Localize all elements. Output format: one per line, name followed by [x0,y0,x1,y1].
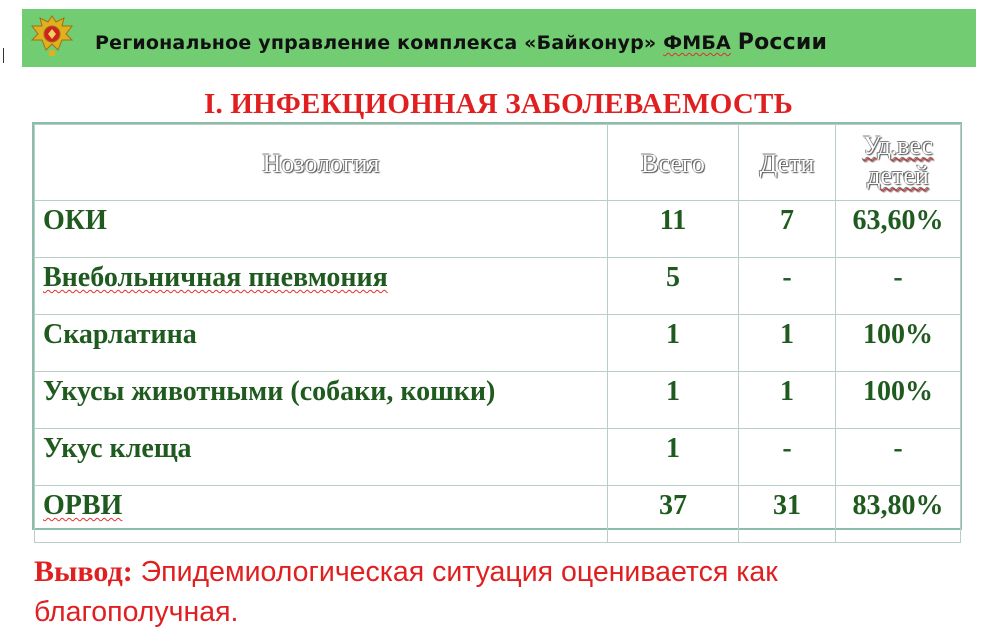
incidence-table [32,122,962,530]
table-row [35,429,961,486]
row-children: 1 [739,372,836,429]
conclusion-text: Эпидемиологическая ситуация оценивается как благополучная. [34,556,778,628]
table-row [35,372,961,429]
row-name: ОКИ [35,201,608,258]
header-children-share [836,125,961,201]
double-headed-eagle-emblem-icon [28,12,76,60]
header-children: Дети [739,125,836,201]
banner-title-suffix: России [737,30,828,55]
table-row [35,258,961,315]
row-children: 31 [739,486,836,543]
row-share: 83,80% [836,486,961,543]
table-row [35,201,961,258]
row-children: 1 [739,315,836,372]
row-name [35,486,608,543]
row-total: 1 [608,372,739,429]
row-total: 5 [608,258,739,315]
row-children: - [739,258,836,315]
banner-title-main: Региональное управление комплекса «Байконур» ФМБА [95,32,731,54]
row-total: 11 [608,201,739,258]
row-name-text: ОРВИ [43,490,123,521]
conclusion-paragraph [34,552,934,632]
row-name: Укус клеща [35,429,608,486]
row-name-text: Внебольничная пневмония [43,262,388,293]
row-share: 63,60% [836,201,961,258]
row-share: 100% [836,372,961,429]
row-total: 1 [608,315,739,372]
header-total: Всего [608,125,739,201]
row-total: 1 [608,429,739,486]
row-share: 100% [836,315,961,372]
table-header-row [35,125,961,201]
row-children: 7 [739,201,836,258]
row-children: - [739,429,836,486]
table-row [35,486,961,543]
header-share-line2: детей [867,161,929,190]
row-name: Укусы животными (собаки, кошки) [35,372,608,429]
row-total: 37 [608,486,739,543]
row-share: - [836,429,961,486]
row-name [35,258,608,315]
header-nosology: Нозология [35,125,608,201]
row-name: Скарлатина [35,315,608,372]
banner-title [95,30,827,55]
text-cursor [3,48,4,63]
header-share-line1: Уд.вес [862,131,934,160]
conclusion-label: Вывод: [34,555,133,588]
section-heading: I. ИНФЕКЦИОННАЯ ЗАБОЛЕВАЕМОСТЬ [204,88,793,120]
row-share: - [836,258,961,315]
table-row [35,315,961,372]
banner-title-abbrev: ФМБА [663,32,731,54]
